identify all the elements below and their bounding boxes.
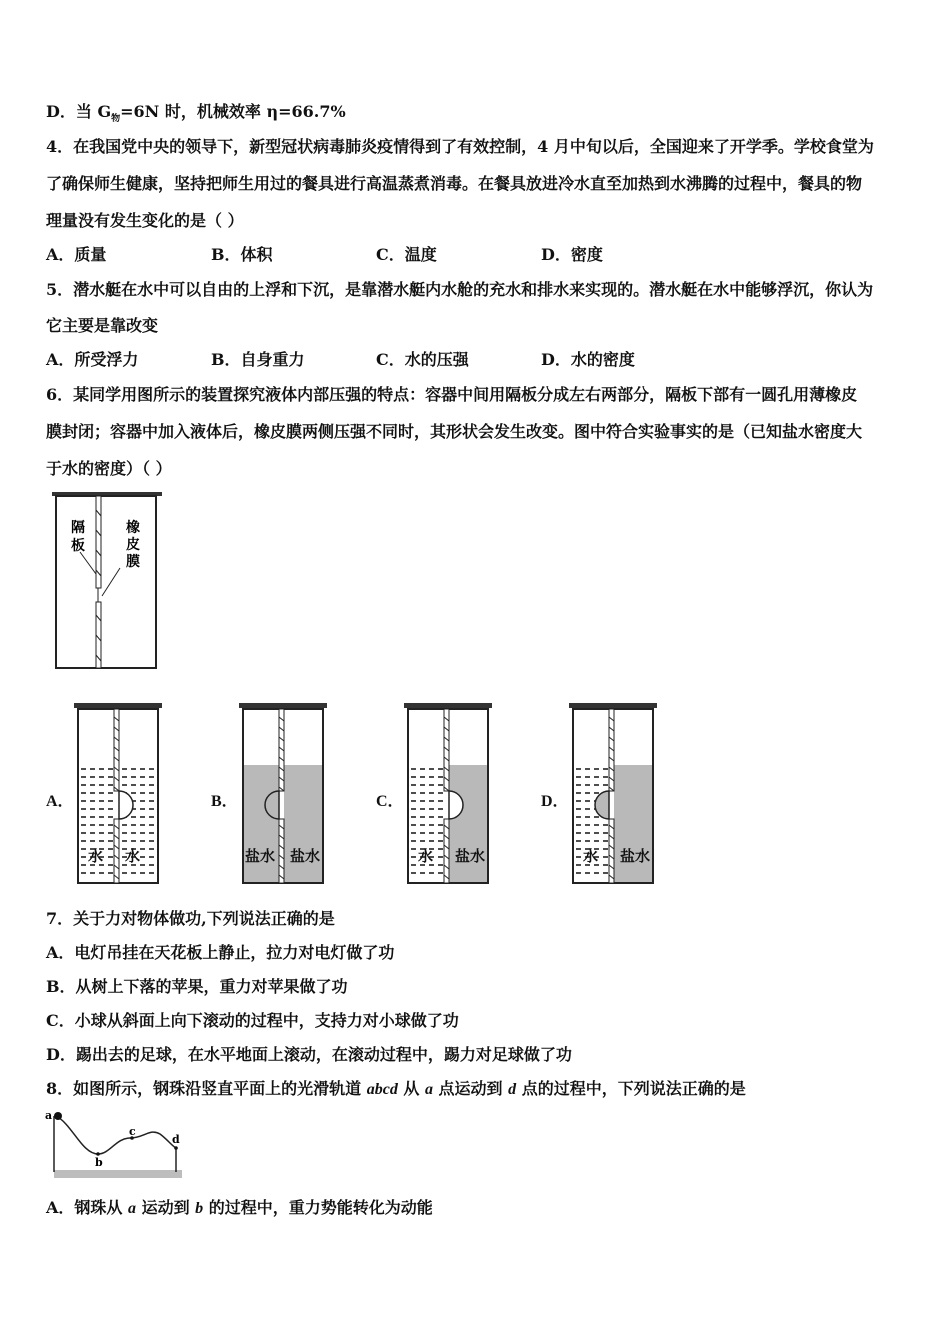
partition-label-2: 板 (71, 538, 85, 554)
q8-stem-part: 点的过程中，下列说法正确的是 (516, 1079, 746, 1098)
q6-option-c-figure (404, 703, 494, 887)
q8-a-part: 运动到 (136, 1198, 196, 1217)
membrane-label-2: 皮 (126, 537, 140, 553)
q4-line-1: 4．在我国党中央的领导下，新型冠状病毒肺炎疫情得到了有效控制，4 月中旬以后，全国迎来了开学季。学校食堂为 (46, 137, 874, 156)
right-liquid-label: 盐水 (290, 847, 321, 865)
right-liquid-label: 盐水 (455, 847, 486, 865)
track-label-d: d (172, 1133, 180, 1146)
q8-track-figure (44, 1108, 186, 1182)
right-liquid-label: 盐水 (620, 847, 651, 865)
q7-option-b: B．从树上下落的苹果，重力对苹果做了功 (46, 977, 348, 996)
q8-stem-part: 从 (397, 1079, 425, 1098)
membrane-label-1: 橡 (126, 520, 140, 536)
q5-line-1: 5．潜水艇在水中可以自由的上浮和下沉，是靠潜水艇内水舱的充水和排水来实现的。潜水艇在水中能够浮沉，你认为 (46, 280, 874, 299)
left-liquid-label: 盐水 (245, 847, 276, 865)
right-liquid-label: 水 (125, 847, 141, 865)
left-liquid-label: 水 (583, 847, 599, 865)
q6-line-2: 膜封闭；容器中加入液体后，橡皮膜两侧压强不同时，其形状会发生改变。图中符合实验事实的是（已知盐水密度大 (46, 422, 863, 441)
q5-option-d: D．水的密度 (541, 350, 635, 369)
container-cap (74, 703, 162, 708)
q6-line-1: 6．某同学用图所示的装置探究液体内部压强的特点：容器中间用隔板分成左右两部分，隔板下部有一圆孔用薄橡皮 (46, 385, 858, 404)
q7-stem: 7．关于力对物体做功,下列说法正确的是 (46, 909, 335, 928)
q3-d-suffix: =6N 时，机械效率 η=66.7% (120, 102, 346, 121)
left-liquid-label: 水 (418, 847, 434, 865)
q5-option-c: C．水的压强 (376, 350, 469, 369)
q4-line-2: 了确保师生健康，坚持把师生用过的餐具进行高温蒸煮消毒。在餐具放进冷水直至加热到水沸腾的过程中，餐具的物 (46, 174, 863, 193)
q6-setup-figure (50, 490, 166, 672)
track-label-a: a (45, 1109, 53, 1122)
q6-option-b-figure (239, 703, 329, 887)
q7-option-a: A．电灯吊挂在天花板上静止，拉力对电灯做了功 (46, 943, 395, 962)
q8-a-point: a (128, 1200, 136, 1217)
q6-fig-label-d: D． (541, 793, 569, 810)
q3-d-subscript: 物 (111, 114, 121, 125)
q4-option-b: B．体积 (211, 245, 273, 264)
q8-stem-part: 8．如图所示，钢珠沿竖直平面上的光滑轨道 (46, 1079, 367, 1098)
q8-point-a: a (424, 1081, 433, 1098)
right-liquid (284, 765, 323, 883)
rubber-membrane (595, 791, 609, 819)
q8-a-part: A．钢珠从 (46, 1198, 128, 1217)
partition-label-1: 隔 (71, 520, 85, 536)
q8-stem (46, 1079, 746, 1100)
rubber-membrane (119, 791, 133, 819)
left-liquid (243, 765, 279, 883)
q8-a-point: b (195, 1200, 204, 1217)
q7-option-c: C．小球从斜面上向下滚动的过程中，支持力对小球做了功 (46, 1011, 459, 1030)
container-cap (239, 703, 327, 708)
q8-stem-part: 点运动到 (432, 1079, 509, 1098)
q8-point-d: d (508, 1081, 517, 1098)
q8-track-name: abcd (366, 1081, 398, 1098)
q3-option-d (46, 102, 346, 129)
q4-line-3: 理量没有发生变化的是（ ） (46, 211, 244, 230)
q5-option-a: A．所受浮力 (46, 350, 139, 369)
q4-option-c: C．温度 (376, 245, 437, 264)
membrane-label-3: 膜 (126, 554, 140, 570)
q6-option-a-figure (74, 703, 164, 887)
q8-a-part: 的过程中，重力势能转化为动能 (203, 1198, 433, 1217)
q6-fig-label-c: C． (376, 793, 404, 810)
track-label-b: b (95, 1156, 103, 1169)
track-label-c: c (129, 1125, 136, 1138)
q4-option-a: A．质量 (46, 245, 107, 264)
q6-line-3: 于水的密度）（ ） (46, 459, 172, 478)
q3-d-prefix: D．当 G (46, 102, 112, 121)
q5-line-2: 它主要是靠改变 (46, 316, 159, 335)
container-cap (569, 703, 657, 708)
q6-fig-label-b: B． (211, 793, 238, 810)
container-cap (404, 703, 492, 708)
q8-option-a (46, 1198, 433, 1219)
right-liquid (614, 765, 653, 883)
q6-fig-label-a: A． (46, 793, 74, 810)
q7-option-d: D．踢出去的足球，在水平地面上滚动，在滚动过程中，踢力对足球做了功 (46, 1045, 572, 1064)
steel-ball (54, 1112, 62, 1120)
left-liquid-label: 水 (88, 847, 104, 865)
q4-option-d: D．密度 (541, 245, 603, 264)
q6-option-d-figure (569, 703, 659, 887)
right-liquid (449, 765, 488, 883)
q5-option-b: B．自身重力 (211, 350, 305, 369)
